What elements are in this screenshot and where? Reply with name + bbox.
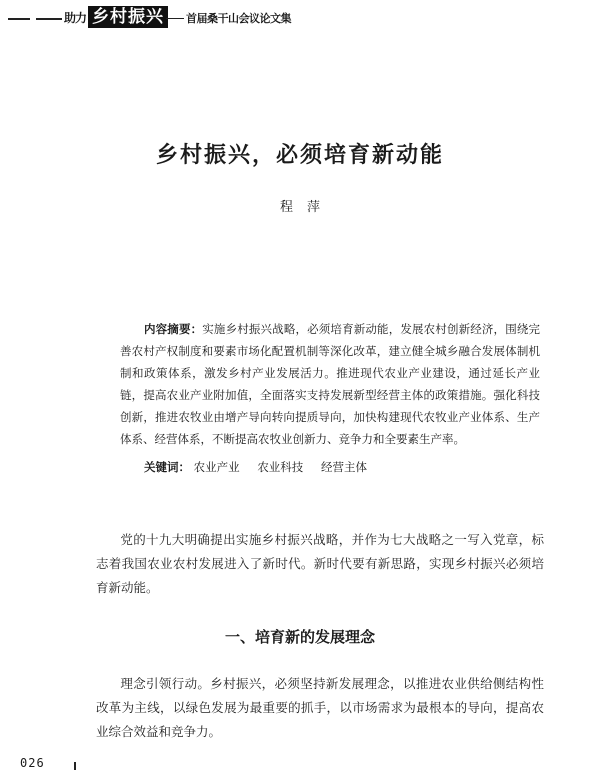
abstract [120, 318, 540, 450]
section-heading: 一、培育新的发展理念 [224, 628, 375, 646]
header-rule-mid [36, 18, 62, 20]
page-number: 026 [20, 756, 45, 770]
abstract-label: 内容摘要： [144, 322, 203, 336]
abstract-text: 实施乡村振兴战略，必须培育新动能，发展农村创新经济，围绕完善农村产权制度和要素市场化配置机制等深化改革，建立健全城乡融合发展体制机制和政策体系，激发乡村产业发展活力。推进现代农业产业建设，通过延长产业链，提高农业产业附加值，全面落实支持发展新型经营主体的政策措施。强化科技创新，推进农牧业由增产导向转向提质导向，加快构建现代农牧业产业体系、生产体系、经营体系，不断提高农牧业创新力、竞争力和全要素生产率。 [120, 322, 541, 446]
header-dash [166, 18, 184, 19]
header-series-title: 首届桑干山会议论文集 [186, 12, 291, 25]
article-author: 程萍 [279, 200, 334, 215]
keyword-item: 经营主体 [320, 460, 367, 474]
body-paragraph-2-text: 理念引领行动。乡村振兴，必须坚持新发展理念，以推进农业供给侧结构性改革为主线，以绿色发展为最重要的抓手，以市场需求为最根本的导向，提高农业综合效益和竞争力。 [96, 676, 544, 739]
article-title: 乡村振兴，必须培育新动能 [155, 142, 444, 168]
body-paragraph-2 [96, 672, 544, 744]
keyword-item: 农业产业 [193, 460, 240, 474]
keywords [144, 456, 544, 478]
body-paragraph-1 [96, 528, 544, 600]
header-prefix: 助力 [64, 11, 87, 25]
header-badge: 乡村振兴 [88, 6, 168, 28]
header-rule-left [8, 18, 30, 20]
running-header [0, 6, 600, 32]
page-number-mark [74, 762, 76, 770]
keywords-label: 关键词： [144, 460, 190, 474]
abstract-paragraph [120, 318, 540, 450]
keyword-item: 农业科技 [257, 460, 304, 474]
body-paragraph-1-text: 党的十九大明确提出实施乡村振兴战略，并作为七大战略之一写入党章，标志着我国农业农村发展进入了新时代。新时代要有新思路，实现乡村振兴必须培育新动能。 [96, 532, 544, 595]
